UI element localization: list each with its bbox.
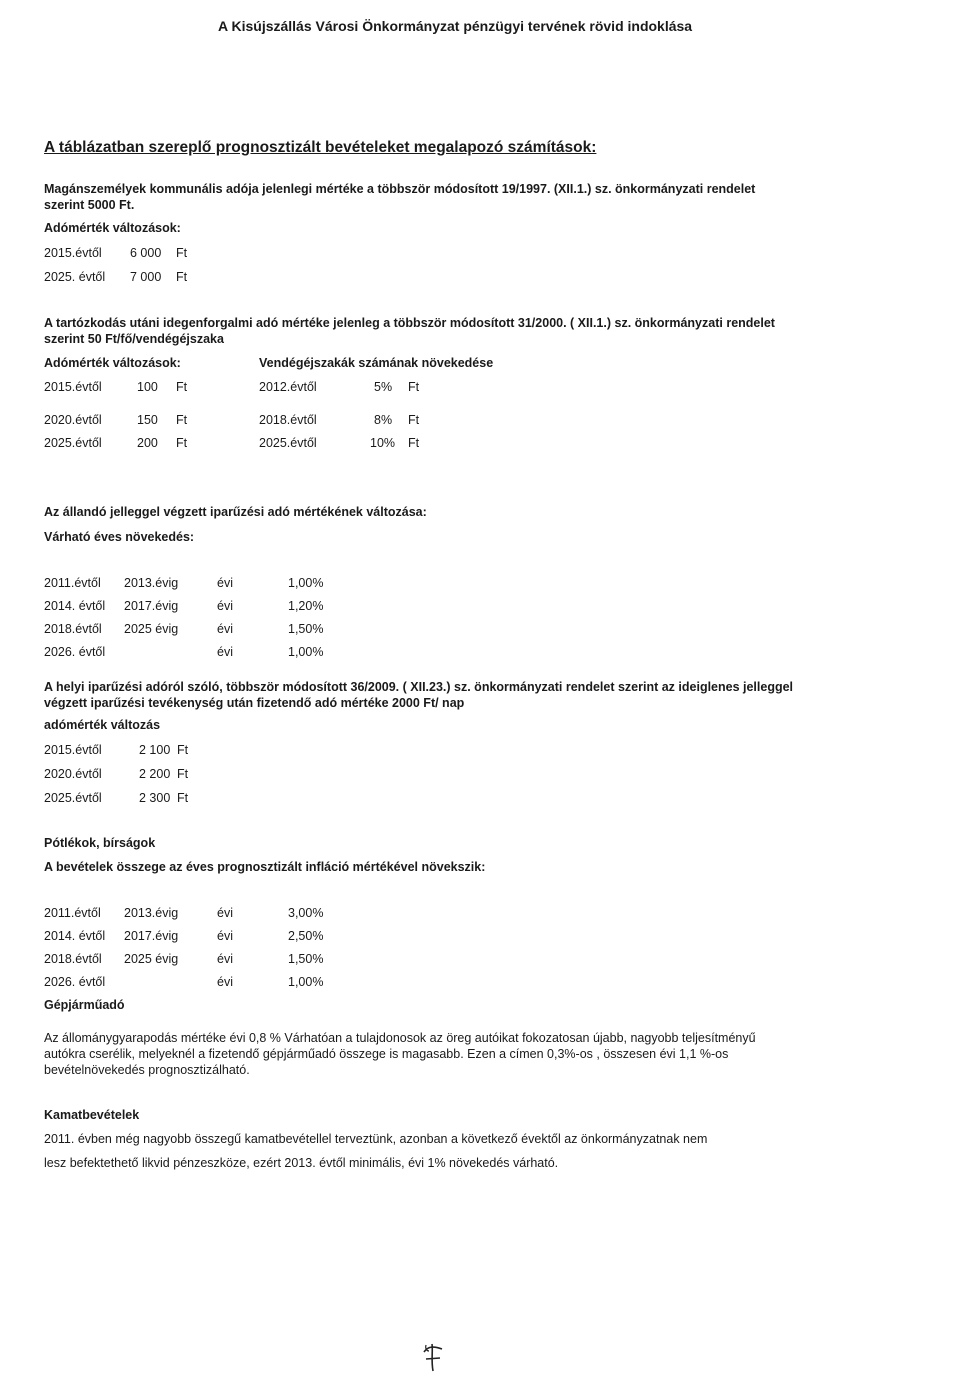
- amount-cell: 2 100: [139, 743, 171, 757]
- ideiglenes-heading: adómérték változás: [44, 718, 161, 732]
- year2-cell: 2025.évtől: [259, 436, 317, 450]
- year-cell: 2025.évtől: [44, 791, 102, 805]
- unit-cell: Ft: [176, 436, 188, 450]
- from-cell: 2026. évtől: [44, 645, 106, 659]
- unit2-cell: Ft: [408, 380, 420, 394]
- amount-cell: 2 300: [139, 791, 171, 805]
- iparuzesi-subheading: Várható éves növekedés:: [44, 530, 195, 544]
- unit-cell: Ft: [176, 413, 188, 427]
- idegenforgalmi-heading-right: Vendégéjszakák számának növekedése: [259, 356, 494, 370]
- amount-cell: 150: [137, 413, 158, 427]
- year-cell: 2025.évtől: [44, 436, 102, 450]
- label-cell: évi: [217, 929, 233, 943]
- from-cell: 2014. évtől: [44, 599, 106, 613]
- rate-cell: 1,50%: [288, 952, 324, 966]
- rate-cell: 1,50%: [288, 622, 324, 636]
- unit-cell: Ft: [176, 270, 188, 284]
- handwritten-signature-mark: [420, 1340, 446, 1374]
- label-cell: évi: [217, 576, 233, 590]
- label-cell: évi: [217, 906, 233, 920]
- rate-cell: 1,20%: [288, 599, 324, 613]
- from-cell: 2018.évtől: [44, 952, 102, 966]
- unit2-cell: Ft: [408, 413, 420, 427]
- kamat-line-1: 2011. évben még nagyobb összegű kamatbevétellel terveztünk, azonban a következő évektől az önkormányzatnak nem: [44, 1132, 708, 1146]
- year-cell: 2025. évtől: [44, 270, 106, 284]
- idegenforgalmi-text: A tartózkodás utáni idegenforgalmi adó mértéke jelenleg a többször módosított 31/2000. ( XII.1.) sz. önkormányzati rendelet szerint 50 Ft/fő/vendégéjszaka: [44, 316, 775, 346]
- from-cell: 2018.évtől: [44, 622, 102, 636]
- to-cell: 2013.évig: [124, 576, 179, 590]
- pct-cell: 5%: [374, 380, 393, 394]
- idegenforgalmi-heading-left: Adómérték változások:: [44, 356, 181, 370]
- to-cell: 2025 évig: [124, 622, 179, 636]
- amount-cell: 200: [137, 436, 158, 450]
- label-cell: évi: [217, 975, 233, 989]
- from-cell: 2026. évtől: [44, 975, 106, 989]
- rate-cell: 3,00%: [288, 906, 324, 920]
- unit-cell: Ft: [176, 380, 188, 394]
- label-cell: évi: [217, 622, 233, 636]
- rate-cell: 2,50%: [288, 929, 324, 943]
- unit-cell: Ft: [177, 767, 189, 781]
- rate-cell: 1,00%: [288, 576, 324, 590]
- amount-cell: 2 200: [139, 767, 171, 781]
- to-cell: 2025 évig: [124, 952, 179, 966]
- pct-cell: 8%: [374, 413, 393, 427]
- amount-cell: 100: [137, 380, 158, 394]
- from-cell: 2011.évtől: [44, 576, 101, 590]
- year-cell: 2015.évtől: [44, 380, 102, 394]
- to-cell: 2017.évig: [124, 929, 179, 943]
- kommunalis-heading: Adómérték változások:: [44, 221, 181, 235]
- amount-cell: 7 000: [130, 270, 162, 284]
- unit-cell: Ft: [177, 791, 189, 805]
- year2-cell: 2018.évtől: [259, 413, 317, 427]
- kamat-heading: Kamatbevételek: [44, 1108, 140, 1122]
- year-cell: 2020.évtől: [44, 413, 102, 427]
- to-cell: 2013.évig: [124, 906, 179, 920]
- pct-cell: 10%: [370, 436, 396, 450]
- gepjarmu-heading: Gépjárműadó: [44, 998, 125, 1012]
- label-cell: évi: [217, 952, 233, 966]
- potlekok-subheading: A bevételek összege az éves prognosztizált infláció mértékével növekszik:: [44, 860, 486, 874]
- label-cell: évi: [217, 645, 233, 659]
- page-header: A Kisújszállás Városi Önkormányzat pénzügyi tervének rövid indoklása: [218, 18, 693, 34]
- unit2-cell: Ft: [408, 436, 420, 450]
- year2-cell: 2012.évtől: [259, 380, 317, 394]
- iparuzesi-heading: Az állandó jelleggel végzett iparűzési adó mértékének változása:: [44, 505, 427, 519]
- kamat-line-2: lesz befektethető likvid pénzeszköze, ezért 2013. évtől minimális, évi 1% növekedés várható.: [44, 1156, 559, 1170]
- label-cell: évi: [217, 599, 233, 613]
- kommunalis-text: Magánszemélyek kommunális adója jelenlegi mértéke a többször módosított 19/1997. (XII.1.) sz. önkormányzati rendelet szerint 5000 Ft.: [44, 182, 756, 212]
- unit-cell: Ft: [176, 246, 188, 260]
- from-cell: 2011.évtől: [44, 906, 101, 920]
- ideiglenes-text: A helyi iparűzési adóról szóló, többször módosított 36/2009. ( XII.23.) sz. önkormányzati rendelet szerint az ideiglenes jelleggel végzett iparűzési tevékenység után fizetendő adó mértéke 2000 Ft/ nap: [44, 680, 794, 710]
- year-cell: 2020.évtől: [44, 767, 102, 781]
- section-title: A táblázatban szereplő prognosztizált bevételeket megalapozó számítások:: [44, 139, 597, 156]
- rate-cell: 1,00%: [288, 645, 324, 659]
- year-cell: 2015.évtől: [44, 743, 102, 757]
- unit-cell: Ft: [177, 743, 189, 757]
- rate-cell: 1,00%: [288, 975, 324, 989]
- from-cell: 2014. évtől: [44, 929, 106, 943]
- year-cell: 2015.évtől: [44, 246, 102, 260]
- potlekok-heading: Pótlékok, bírságok: [44, 836, 156, 850]
- amount-cell: 6 000: [130, 246, 162, 260]
- gepjarmu-text: Az állománygyarapodás mértéke évi 0,8 % Várhatóan a tulajdonosok az öreg autóikat fokozatosan újabb, nagyobb teljesítményű autókra cserélik, melyeknél a fizetendő gépjárműadó összege is magasabb. Ezen a címen 0,3%-os , összesen évi 1,1 %-os bevételnövekedés prognosztizálható.: [44, 1031, 756, 1077]
- to-cell: 2017.évig: [124, 599, 179, 613]
